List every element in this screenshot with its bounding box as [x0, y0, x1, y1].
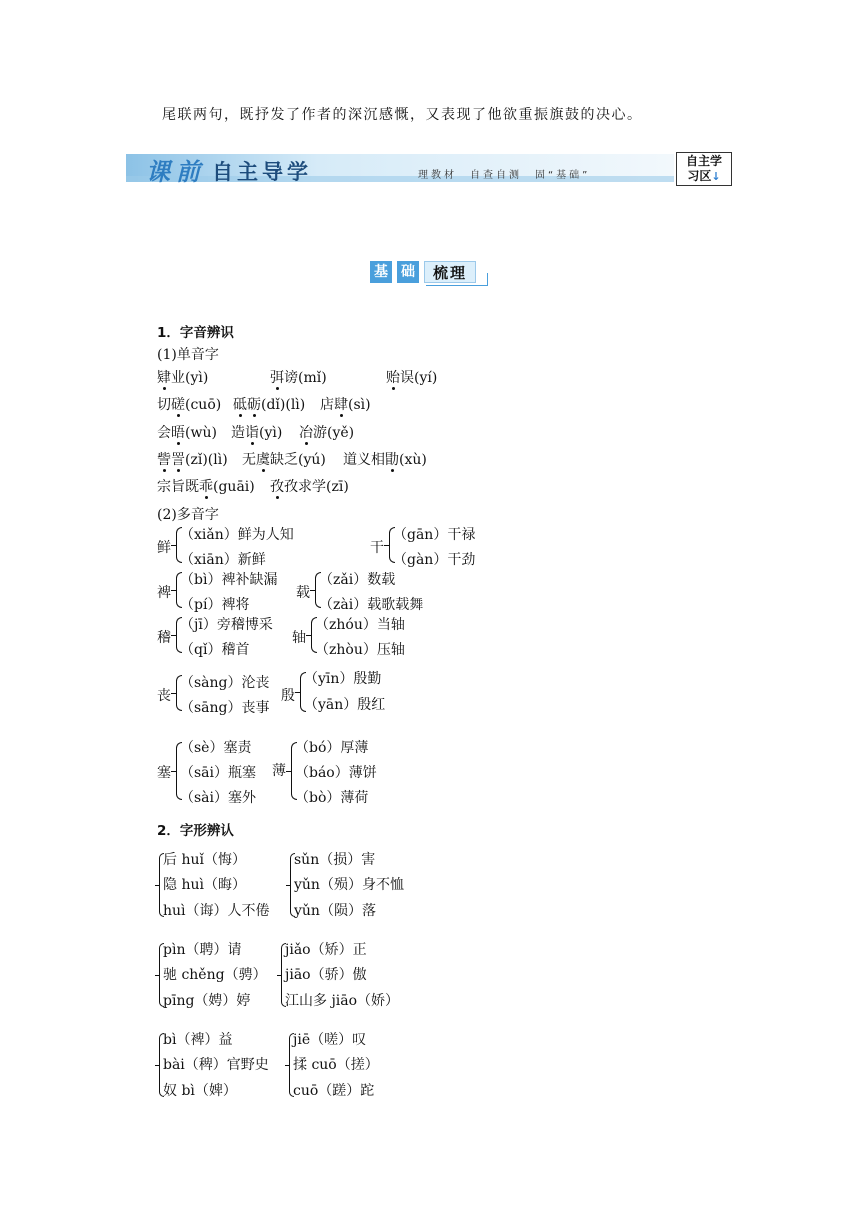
glyph-item: 后 huǐ（悔） — [163, 852, 246, 868]
multi-char: 塞 — [157, 765, 171, 781]
reading-item: （báo）薄饼 — [295, 765, 377, 781]
glyph-item: bì（裨）益 — [163, 1032, 233, 1048]
multi-char: 干 — [370, 540, 384, 556]
banner-subtitle: 理教材 自查自测 固“基础” — [418, 170, 591, 181]
multi-char: 轴 — [292, 630, 306, 646]
section-heading-pronunciation: 1．字音辨识 — [157, 325, 234, 341]
multi-char: 裨 — [157, 585, 171, 601]
reading-item: （pí）裨将 — [180, 597, 250, 613]
subheading-single-sound: (1)单音字 — [157, 347, 219, 363]
word-item: 道义相勖(xù) — [343, 452, 427, 468]
subheading-multi-sound: (2)多音字 — [157, 507, 219, 523]
word-item: 宗旨既乖(guāi) — [157, 479, 255, 495]
word-item: 切磋(cuō) — [157, 397, 222, 413]
self-study-zone-button[interactable] — [676, 152, 732, 186]
reading-item: （sè）塞责 — [180, 740, 252, 756]
zone-label-line1: 自主学 — [685, 154, 722, 168]
word-item: 会晤(wù) — [157, 425, 217, 441]
reading-item: （zhòu）压轴 — [315, 642, 405, 658]
word-item: 店肆(sì) — [320, 397, 371, 413]
glyph-item: huì（诲）人不倦 — [163, 903, 270, 919]
reading-item: （sāng）丧事 — [180, 700, 270, 716]
banner-stripe — [126, 176, 674, 182]
glyph-item: jiē（嗟）叹 — [293, 1032, 367, 1048]
glyph-item: 揉 cuō（搓） — [293, 1057, 379, 1073]
reading-item: （bò）薄荷 — [295, 790, 369, 806]
reading-item: （zài）载歌载舞 — [319, 597, 424, 613]
glyph-item: cuō（蹉）跎 — [293, 1083, 375, 1099]
reading-item: （sāi）瓶塞 — [180, 765, 257, 781]
reading-item: （gàn）干劲 — [393, 552, 476, 568]
word-item: 冶游(yě) — [299, 425, 355, 441]
banner-title: 自主导学 — [212, 160, 312, 184]
glyph-item: 驰 chěng（骋） — [163, 967, 267, 983]
glyph-item: 隐 huì（晦） — [163, 877, 246, 893]
reading-item: （zǎi）数载 — [319, 572, 396, 588]
glyph-item: pìn（聘）请 — [163, 942, 242, 958]
reading-item: （bì）裨补缺漏 — [180, 572, 278, 588]
word-item: 贻误(yí) — [386, 370, 438, 386]
section-banner — [126, 150, 734, 188]
word-item: 肄业(yì) — [157, 370, 209, 386]
intro-paragraph: 尾联两句，既抒发了作者的深沉感慨，又表现了他欲重振旗鼓的决心。 — [162, 107, 643, 123]
word-item: 弭谤(mǐ) — [270, 370, 327, 386]
banner-title-prefix: 课前 — [146, 157, 206, 186]
reading-item: （yīn）殷勤 — [304, 671, 382, 687]
reading-item: （gān）干禄 — [393, 527, 476, 543]
reading-item: （bó）厚薄 — [295, 740, 369, 756]
multi-char: 丧 — [157, 688, 171, 704]
multi-char: 殷 — [281, 688, 295, 704]
arrow-down-icon: ↓ — [711, 170, 721, 183]
glyph-item: sǔn（损）害 — [294, 852, 376, 868]
glyph-item: jiǎo（矫）正 — [285, 942, 367, 958]
multi-char: 鲜 — [157, 540, 171, 556]
word-item: 砥砺(dǐ)(lì) — [233, 397, 306, 413]
glyph-item: 奴 bì（婢） — [163, 1083, 237, 1099]
word-item: 孜孜求学(zī) — [270, 479, 349, 495]
reading-item: （jī）旁稽博采 — [180, 617, 273, 633]
badge-underline — [426, 285, 488, 286]
reading-item: （sàng）沦丧 — [180, 675, 270, 691]
glyph-item: jiāo（骄）傲 — [285, 967, 367, 983]
section-heading-glyphs: 2．字形辨认 — [157, 823, 234, 839]
reading-item: （xiān）新鲜 — [180, 552, 266, 568]
reading-item: （zhóu）当轴 — [315, 617, 405, 633]
multi-char: 载 — [296, 585, 310, 601]
word-item: 訾詈(zǐ)(lì) — [157, 452, 228, 468]
badge-char-1: 基 — [370, 261, 392, 283]
multi-char: 薄 — [272, 763, 286, 779]
glyph-item: bài（稗）官野史 — [163, 1057, 269, 1073]
badge-char-3: 梳理 — [424, 261, 476, 283]
reading-item: （xiǎn）鲜为人知 — [180, 527, 294, 543]
word-item: 造诣(yì) — [231, 425, 283, 441]
glyph-item: pīng（娉）婷 — [163, 993, 251, 1009]
glyph-item: yǔn（殒）身不恤 — [294, 877, 404, 893]
glyph-item: yǔn（陨）落 — [294, 903, 376, 919]
reading-item: （yān）殷红 — [304, 697, 386, 713]
reading-item: （qǐ）稽首 — [180, 642, 250, 658]
zone-label-line2: 习区 — [687, 169, 712, 183]
badge-corner-line — [487, 273, 488, 286]
reading-item: （sài）塞外 — [180, 790, 257, 806]
word-item: 无虞缺乏(yú) — [242, 452, 326, 468]
multi-char: 稽 — [157, 630, 171, 646]
glyph-item: 江山多 jiāo（娇） — [285, 993, 400, 1009]
badge-char-2: 础 — [397, 261, 419, 283]
